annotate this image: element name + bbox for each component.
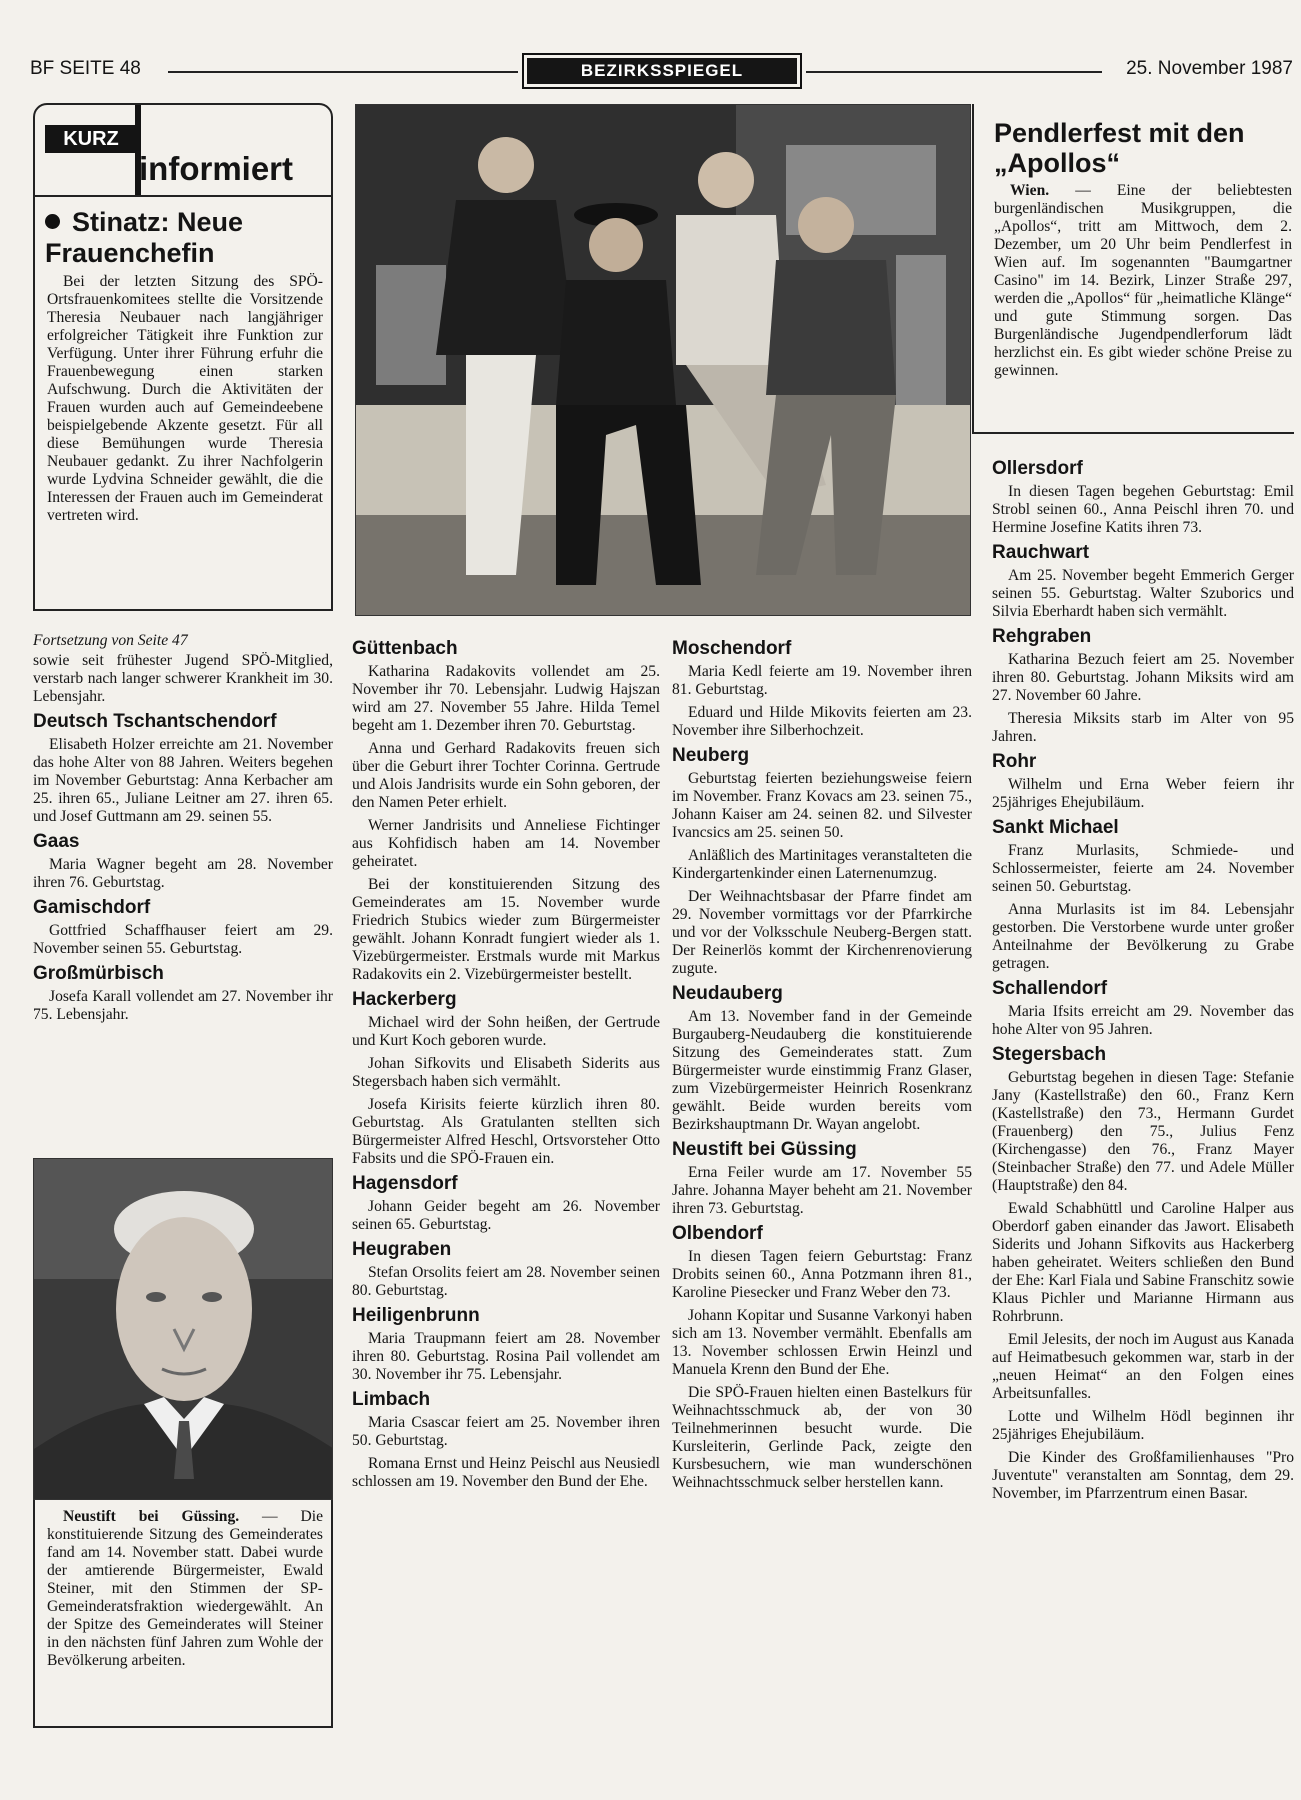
pendlerfest-box <box>972 104 1294 434</box>
news-item: Franz Murlasits, Schmiede- und Schlossermeister, feierte am 24. November seinen 50. Geburtstag. <box>992 842 1294 895</box>
kurz-informiert-box <box>33 103 333 611</box>
news-item: Elisabeth Holzer erreichte am 21. November das hohe Alter von 88 Jahren. Weiters begehen im November Geburtstag: Anna Kerbacher am 25. ihren 65., Juliane Leitner am 27. ihren 65. und Josef Guttmann am 29. seinen 55. <box>33 736 333 825</box>
place-heading: Ollersdorf <box>992 458 1083 479</box>
place-heading: Moschendorf <box>672 638 792 659</box>
band-photo <box>355 104 971 616</box>
news-item: Romana Ernst und Heinz Peischl aus Neusiedl schlossen am 19. November den Bund der Ehe. <box>352 1455 660 1490</box>
news-item: Anna und Gerhard Radakovits freuen sich über die Geburt ihrer Tochter Corinna. Gertrude und Alois Jandrisits wurde ein Sohn geboren, der den Namen Peter erhielt. <box>352 740 660 811</box>
news-item: Geburtstag begehen in diesen Tage: Stefanie Jany (Kastellstraße) den 60., Franz Kern (Kastellstraße) den 73., Hermann Gurdet (Frauenberg) den 75., Julius Fenz (Kirchengasse) den 76., Franz Mayer (Steinbacher Straße) den 77. und Adele Müller (Hauptstraße) den 84. <box>992 1069 1294 1194</box>
column-3 <box>672 634 972 1497</box>
place-heading: Neustift bei Güssing <box>672 1139 857 1160</box>
place-heading: Stegersbach <box>992 1044 1107 1065</box>
news-item: Johann Kopitar und Susanne Varkonyi haben sich am 13. November vermählt. Ebenfalls am 13. November schlossen Erwin Heinzl und Manuela Krenn den Bund der Ehe. <box>672 1307 972 1378</box>
column-4 <box>992 454 1294 1508</box>
news-item: Theresia Miksits starb im Alter von 95 Jahren. <box>992 710 1294 745</box>
news-item: Josefa Kirisits feierte kürzlich ihren 80. Geburtstag. Als Gratulanten stellten sich Bürgermeister Alfred Heschl, Ortsvorsteher Otto Fabsits und die SPÖ-Frauen ein. <box>352 1096 660 1167</box>
news-item: Die Kinder des Großfamilienhauses "Pro Juventute" veranstalten am Sonntag, dem 29. November, im Pfarrzentrum einen Basar. <box>992 1449 1294 1502</box>
band-photo-drawing <box>356 105 971 616</box>
place-heading: Gaas <box>33 831 80 852</box>
place-heading: Hagensdorf <box>352 1173 458 1194</box>
pendlerfest-body: — Eine der beliebtesten burgenländischen Musikgruppen, die „Apollos“, tritt am Mittwoch, dem 2. Dezember, um 20 Uhr beim Pendlerfest in Wien auf. Im sogenannten "Baumgartner Casino" im 14. Bezirk, Linzer Straße 297, werden die „Apollos“ für „heimatliche Klänge“ und gute Stimmung sorgen. Das Burgenländische Jugendpendlerforum lädt herzlichst ein. Es gibt wieder schöne Preise zu gewinnen. <box>994 182 1292 379</box>
place-heading: Großmürbisch <box>33 963 164 984</box>
news-item: Maria Csascar feiert am 25. November ihren 50. Geburtstag. <box>352 1414 660 1449</box>
place-heading: Hackerberg <box>352 989 457 1010</box>
news-item: Maria Kedl feierte am 19. November ihren 81. Geburtstag. <box>672 663 972 698</box>
pendlerfest-text <box>994 182 1292 380</box>
kurz-article-text <box>47 273 323 525</box>
place-heading: Rohr <box>992 751 1037 772</box>
news-item: Johan Sifkovits und Elisabeth Siderits aus Stegersbach haben sich vermählt. <box>352 1055 660 1090</box>
news-item: Erna Feiler wurde am 17. November 55 Jahre. Johanna Mayer beheht am 21. November ihren 73. Geburtstag. <box>672 1164 972 1217</box>
news-item: Stefan Orsolits feiert am 28. November seinen 80. Geburtstag. <box>352 1264 660 1299</box>
portrait-drawing <box>34 1159 333 1500</box>
portrait-caption-box <box>33 1500 333 1728</box>
place-heading: Rauchwart <box>992 542 1090 563</box>
portrait-caption <box>47 1508 323 1670</box>
news-item: Der Weihnachtsbasar der Pfarre findet am 29. November vormittags vor der Pfarrkirche und vor der Volksschule Neuberg-Bergen statt. Der Reinerlös kommt der Kirchenrenovierung zugute. <box>672 888 972 977</box>
news-item: Werner Jandrisits und Anneliese Fichtinger aus Kohfidisch haben am 14. November geheiratet. <box>352 817 660 870</box>
column-1-sections <box>33 711 333 1024</box>
section-title: BEZIRKSSPIEGEL <box>527 58 797 84</box>
place-heading: Heiligenbrunn <box>352 1305 480 1326</box>
news-item: Lotte und Wilhelm Hödl beginnen ihr 25jähriges Ehejubiläum. <box>992 1408 1294 1443</box>
portrait-photo <box>33 1158 333 1500</box>
news-item: Am 25. November begeht Emmerich Gerger seinen 55. Geburtstag. Walter Szuborics und Silvia Eberhardt haben sich vermählt. <box>992 567 1294 620</box>
place-heading: Heugraben <box>352 1239 452 1260</box>
continuation-text: sowie seit frühester Jugend SPÖ-Mitglied, verstarb nach langer schwerer Krankheit im 30. Lebensjahr. <box>33 652 333 705</box>
news-item: Bei der konstituierenden Sitzung des Gemeinderates am 15. November wurde Friedrich Stubics wieder zum Bürgermeister gewählt. Johann Konradt fungiert wieder als 1. Vizebürgermeister. Erstmals wurde mit Markus Radakovits ein 2. Vizebürgermeister bestellt. <box>352 876 660 983</box>
news-item: In diesen Tagen feiern Geburtstag: Franz Drobits seinen 60., Anna Potzmann ihren 81., Karoline Piesecker und Franz Weber den 73. <box>672 1248 972 1301</box>
news-item: Geburtstag feierten beziehungsweise feiern im November. Franz Kovacs am 23. seinen 75., Johann Kaiser am 24. seinen 82. und Silvester Ivancsics am 25. seinen 50. <box>672 770 972 841</box>
place-heading: Gamischdorf <box>33 897 151 918</box>
kurz-headline <box>45 207 325 269</box>
pendlerfest-lead: Wien. <box>1010 182 1050 199</box>
news-item: In diesen Tagen begehen Geburtstag: Emil Strobl seinen 60., Anna Peischl ihren 70. und Hermine Josefine Katits ihren 73. <box>992 483 1294 536</box>
news-item: Anläßlich des Martinitages veranstalteten die Kindergartenkinder einen Laternenumzug. <box>672 847 972 882</box>
kurz-word: informiert <box>139 150 294 187</box>
header-rule-right <box>806 71 1102 73</box>
place-heading: Deutsch Tschantschendorf <box>33 711 277 732</box>
news-item: Ewald Schabhüttl und Caroline Halper aus Oberdorf gaben einander das Jawort. Elisabeth Siderits und Johann Sifkovits aus Hackerberg haben geheiratet. Weiters schließen den Bund der Ehe: Karl Fiala und Sabine Franschitz sowie Klaus Pichler und Marianne Hirmann aus Rohrbrunn. <box>992 1200 1294 1325</box>
news-item: Maria Ifsits erreicht am 29. November das hohe Alter von 95 Jahren. <box>992 1003 1294 1038</box>
place-heading: Rehgraben <box>992 626 1092 647</box>
bullet-icon <box>45 214 60 229</box>
issue-date: 25. November 1987 <box>1126 58 1293 79</box>
kurz-header <box>35 105 331 197</box>
news-item: Josefa Karall vollendet am 27. November ihr 75. Lebensjahr. <box>33 988 333 1023</box>
news-item: Gottfried Schaffhauser feiert am 29. November seinen 55. Geburtstag. <box>33 922 333 957</box>
portrait-caption-lead: Neustift bei Güssing. <box>63 1508 240 1525</box>
column-1 <box>33 632 333 1029</box>
news-item: Die SPÖ-Frauen hielten einen Bastelkurs für Weihnachtsschmuck ab, der von 30 Teilnehmerinnen besucht wurde. Die Kursleiterin, Gerlinde Pack, zeigte den Kursbesuchern, wie man wunderschönen Weihnachtsschmuck selber herstellen kann. <box>672 1384 972 1491</box>
kurz-article-body: Bei der letzten Sitzung des SPÖ-Ortsfrauenkomitees stellte die Vorsitzende Theresia Neubauer nach langjähriger erfolgreicher Tätigkeit ihre Funktion zur Verfügung. Unter ihrer Führung erfuhr die Frauenbewegung einen starken Aufschwung. Durch die Aktivitäten der Frauen wurden auch auf Gemeindeebene beispielgebende Akzente gesetzt. Für all diese Bemühungen wurde Theresia Neubauer gedankt. Zu ihrer Nachfolgerin wurde Lydvina Schneider gewählt, die die Interessen der Frauen auch im Gemeinderat vertreten wird. <box>47 273 323 524</box>
portrait-caption-body: — Die konstituierende Sitzung des Gemeinderates fand am 14. November statt. Dabei wurde der amtierende Bürgermeister, Ewald Steiner, mit den Stimmen der SP-Gemeinderatsfraktion wiedergewählt. An der Spitze des Gemeinderates will Steiner in den nächsten fünf Jahren zum Wohle der Bevölkerung arbeiten. <box>47 1508 324 1669</box>
news-item: Katharina Radakovits vollendet am 25. November ihr 70. Lebensjahr. Ludwig Hajszan wird am 27. November 55 Jahre. Hilda Temel begeht am 1. Dezember ihren 70. Geburtstag. <box>352 663 660 734</box>
news-item: Anna Murlasits ist im 84. Lebensjahr gestorben. Die Verstorbene wurde unter großer Anteilnahme der Bevölkerung zu Grabe getragen. <box>992 901 1294 972</box>
column-2-sections <box>352 638 660 1491</box>
kurz-headline-text: Stinatz: Neue Frauenchefin <box>45 207 244 268</box>
kurz-tag: KURZ <box>45 125 137 153</box>
place-heading: Schallendorf <box>992 978 1108 999</box>
news-item: Maria Traupmann feiert am 28. November ihren 80. Geburtstag. Rosina Pail vollendet am 30. November ihr 75. Lebensjahr. <box>352 1330 660 1383</box>
column-4-sections <box>992 458 1294 1503</box>
section-badge <box>522 53 802 89</box>
news-item: Eduard und Hilde Mikovits feierten am 23. November ihre Silberhochzeit. <box>672 704 972 739</box>
news-item: Johann Geider begeht am 26. November seinen 65. Geburtstag. <box>352 1198 660 1233</box>
header-rule-left <box>168 71 518 73</box>
place-heading: Sankt Michael <box>992 817 1119 838</box>
place-heading: Güttenbach <box>352 638 458 659</box>
column-2 <box>352 634 660 1496</box>
column-3-sections <box>672 638 972 1492</box>
news-item: Am 13. November fand in der Gemeinde Burgauberg-Neudauberg die konstituierende Sitzung des Gemeinderates statt. Zum Bürgermeister wurde einstimmig Franz Glaser, zum Vizebürgermeister Heinrich Rosenkranz gewählt. Beide wurden bereits vom Bezirkshauptmann Dr. Wayan angelobt. <box>672 1008 972 1133</box>
news-item: Maria Wagner begeht am 28. November ihren 76. Geburtstag. <box>33 856 333 891</box>
news-item: Michael wird der Sohn heißen, der Gertrude und Kurt Koch geboren wurde. <box>352 1014 660 1049</box>
page-number: BF SEITE 48 <box>30 58 141 79</box>
news-item: Katharina Bezuch feiert am 25. November ihren 80. Geburtstag. Johann Miksits wird am 27. November 60 Jahre. <box>992 651 1294 704</box>
continuation-note: Fortsetzung von Seite 47 <box>33 632 188 649</box>
place-heading: Limbach <box>352 1389 431 1410</box>
news-item: Wilhelm und Erna Weber feiern ihr 25jähriges Ehejubiläum. <box>992 776 1294 811</box>
place-heading: Neudauberg <box>672 983 783 1004</box>
place-heading: Olbendorf <box>672 1223 763 1244</box>
place-heading: Neuberg <box>672 745 750 766</box>
news-item: Emil Jelesits, der noch im August aus Kanada auf Heimatbesuch gekommen war, starb in der „neuen Heimat“ an den Folgen eines Arbeitsunfalles. <box>992 1331 1294 1402</box>
pendlerfest-headline: Pendlerfest mit den „Apollos“ <box>994 118 1245 178</box>
